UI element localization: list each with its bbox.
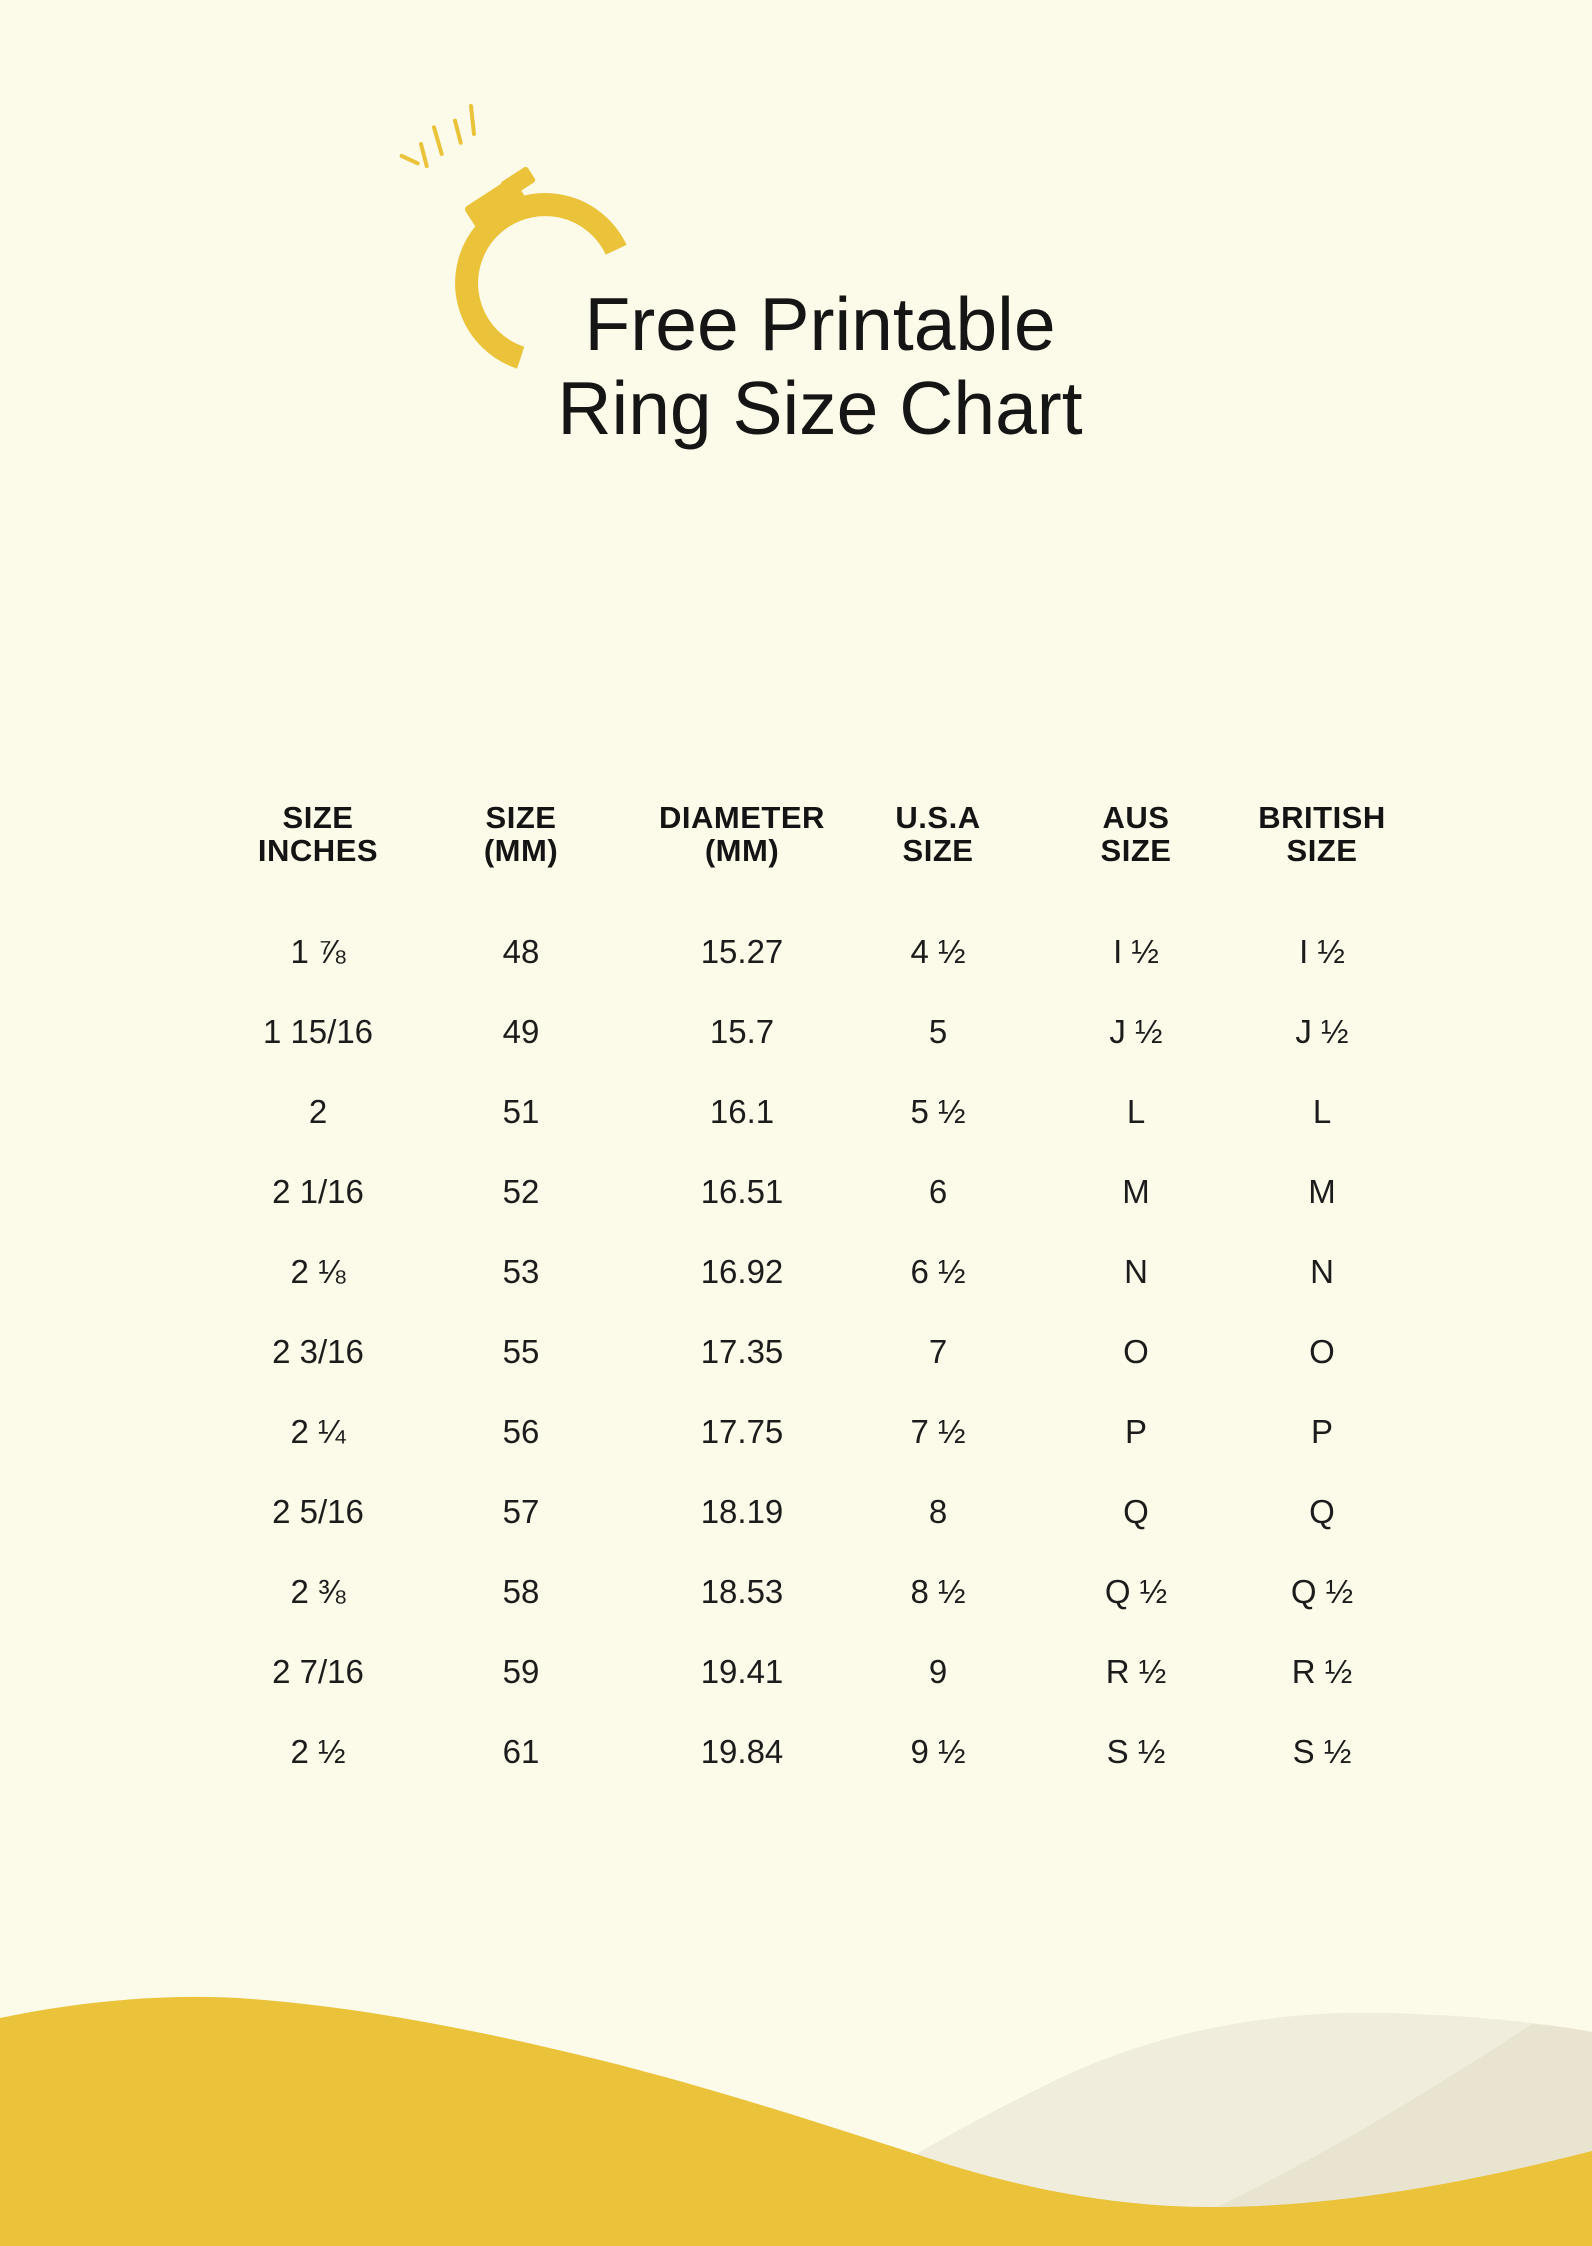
table-header-row (228, 801, 1398, 867)
table-cell: 57 (502, 1493, 540, 1530)
table-cell: 8 ½ (910, 1573, 966, 1610)
table-cell: 2 3/16 (272, 1333, 364, 1370)
table-cell: 2 ½ (290, 1733, 346, 1770)
table-cell: M (1308, 1173, 1336, 1210)
table-cell: 2 1/16 (272, 1173, 364, 1210)
table-cell: 2 7/16 (272, 1653, 364, 1690)
table-cell: 16.92 (700, 1253, 784, 1290)
table-cell: 51 (502, 1093, 540, 1130)
table-cell: O (1123, 1333, 1149, 1370)
table-cell: 7 (928, 1333, 948, 1370)
table-cell: N (1124, 1253, 1148, 1290)
table-cell: 53 (502, 1253, 540, 1290)
header-line: SIZE (485, 800, 557, 835)
table-row (228, 1312, 1398, 1392)
table-cell: 9 ½ (910, 1733, 966, 1770)
table-cell: 2 ⅜ (290, 1573, 346, 1610)
table-row (228, 1472, 1398, 1552)
table-cell: 16.51 (700, 1173, 784, 1210)
table-cell: 56 (502, 1413, 540, 1450)
header-line: INCHES (257, 833, 379, 868)
wave-decoration (0, 1846, 1592, 2246)
table-cell: J ½ (1295, 1013, 1349, 1050)
table-cell: 52 (502, 1173, 540, 1210)
table-cell: Q ½ (1290, 1573, 1354, 1610)
header-line: (MM) (704, 833, 780, 868)
page-title-line1: Free Printable (584, 282, 1056, 366)
table-cell: 1 15/16 (262, 1013, 374, 1050)
header-usa-size (850, 801, 1026, 867)
header-line: SIZE (1286, 833, 1358, 868)
header-size-inches (228, 801, 408, 867)
table-cell: I ½ (1113, 933, 1159, 970)
table-cell: 5 ½ (910, 1093, 966, 1130)
table-cell: 49 (502, 1013, 540, 1050)
sparkle-rays-icon (402, 106, 474, 166)
table-cell: 17.35 (700, 1333, 784, 1370)
table-cell: 1 ⅞ (290, 933, 346, 970)
table-cell: J ½ (1109, 1013, 1163, 1050)
table-cell: 15.27 (700, 933, 784, 970)
table-cell: 8 (928, 1493, 948, 1530)
table-cell: 16.1 (709, 1093, 775, 1130)
table-cell: Q (1309, 1493, 1335, 1530)
table-row (228, 1632, 1398, 1712)
table-cell: N (1310, 1253, 1334, 1290)
table-row (228, 1552, 1398, 1632)
page-title-line2: Ring Size Chart (557, 366, 1083, 450)
table-cell: 59 (502, 1653, 540, 1690)
header-line: SIZE (1100, 833, 1172, 868)
table-row (228, 1072, 1398, 1152)
table-cell: 58 (502, 1573, 540, 1610)
table-cell: Q ½ (1104, 1573, 1168, 1610)
table-cell: 48 (502, 933, 540, 970)
table-row (228, 1152, 1398, 1232)
table-cell: 2 5/16 (272, 1493, 364, 1530)
table-cell: 2 ¼ (290, 1413, 346, 1450)
header-line: SIZE (902, 833, 974, 868)
table-cell: 19.84 (700, 1733, 784, 1770)
table-row (228, 1392, 1398, 1472)
table-cell: R ½ (1291, 1653, 1353, 1690)
table-cell: S ½ (1292, 1733, 1352, 1770)
table-cell: 7 ½ (910, 1413, 966, 1450)
table-cell: 4 ½ (910, 933, 966, 970)
header-line: DIAMETER (659, 800, 825, 835)
table-cell: 61 (502, 1733, 540, 1770)
table-cell: 18.19 (700, 1493, 784, 1530)
header-line: BRITISH (1258, 800, 1386, 835)
table-cell: I ½ (1299, 933, 1345, 970)
table-row (228, 1712, 1398, 1792)
table-cell: L (1126, 1093, 1146, 1130)
header-diameter-mm (634, 801, 850, 867)
header-line: AUS (1102, 800, 1170, 835)
table-cell: P (1124, 1413, 1147, 1450)
header-size-mm (408, 801, 634, 867)
table-cell: R ½ (1105, 1653, 1167, 1690)
header-line: SIZE (282, 800, 354, 835)
table-cell: P (1310, 1413, 1333, 1450)
header-aus-size (1026, 801, 1246, 867)
table-cell: 18.53 (700, 1573, 784, 1610)
table-row (228, 1232, 1398, 1312)
table-cell: 15.7 (709, 1013, 775, 1050)
table-cell: 55 (502, 1333, 540, 1370)
table-cell: Q (1123, 1493, 1149, 1530)
table-cell: 2 (308, 1093, 328, 1130)
table-cell: O (1309, 1333, 1335, 1370)
header-line: (MM) (483, 833, 559, 868)
table-cell: M (1122, 1173, 1150, 1210)
table-cell: 5 (928, 1013, 948, 1050)
table-body (228, 912, 1398, 1792)
page-title (420, 282, 1220, 450)
table-row (228, 992, 1398, 1072)
table-cell: 19.41 (700, 1653, 784, 1690)
header-british-size (1246, 801, 1398, 867)
header-line: U.S.A (895, 800, 981, 835)
table-cell: 9 (928, 1653, 948, 1690)
table-cell: 17.75 (700, 1413, 784, 1450)
table-cell: S ½ (1106, 1733, 1166, 1770)
table-cell: 6 ½ (910, 1253, 966, 1290)
table-cell: L (1312, 1093, 1332, 1130)
table-row (228, 912, 1398, 992)
table-cell: 2 ⅛ (290, 1253, 346, 1290)
table-cell: 6 (928, 1173, 948, 1210)
